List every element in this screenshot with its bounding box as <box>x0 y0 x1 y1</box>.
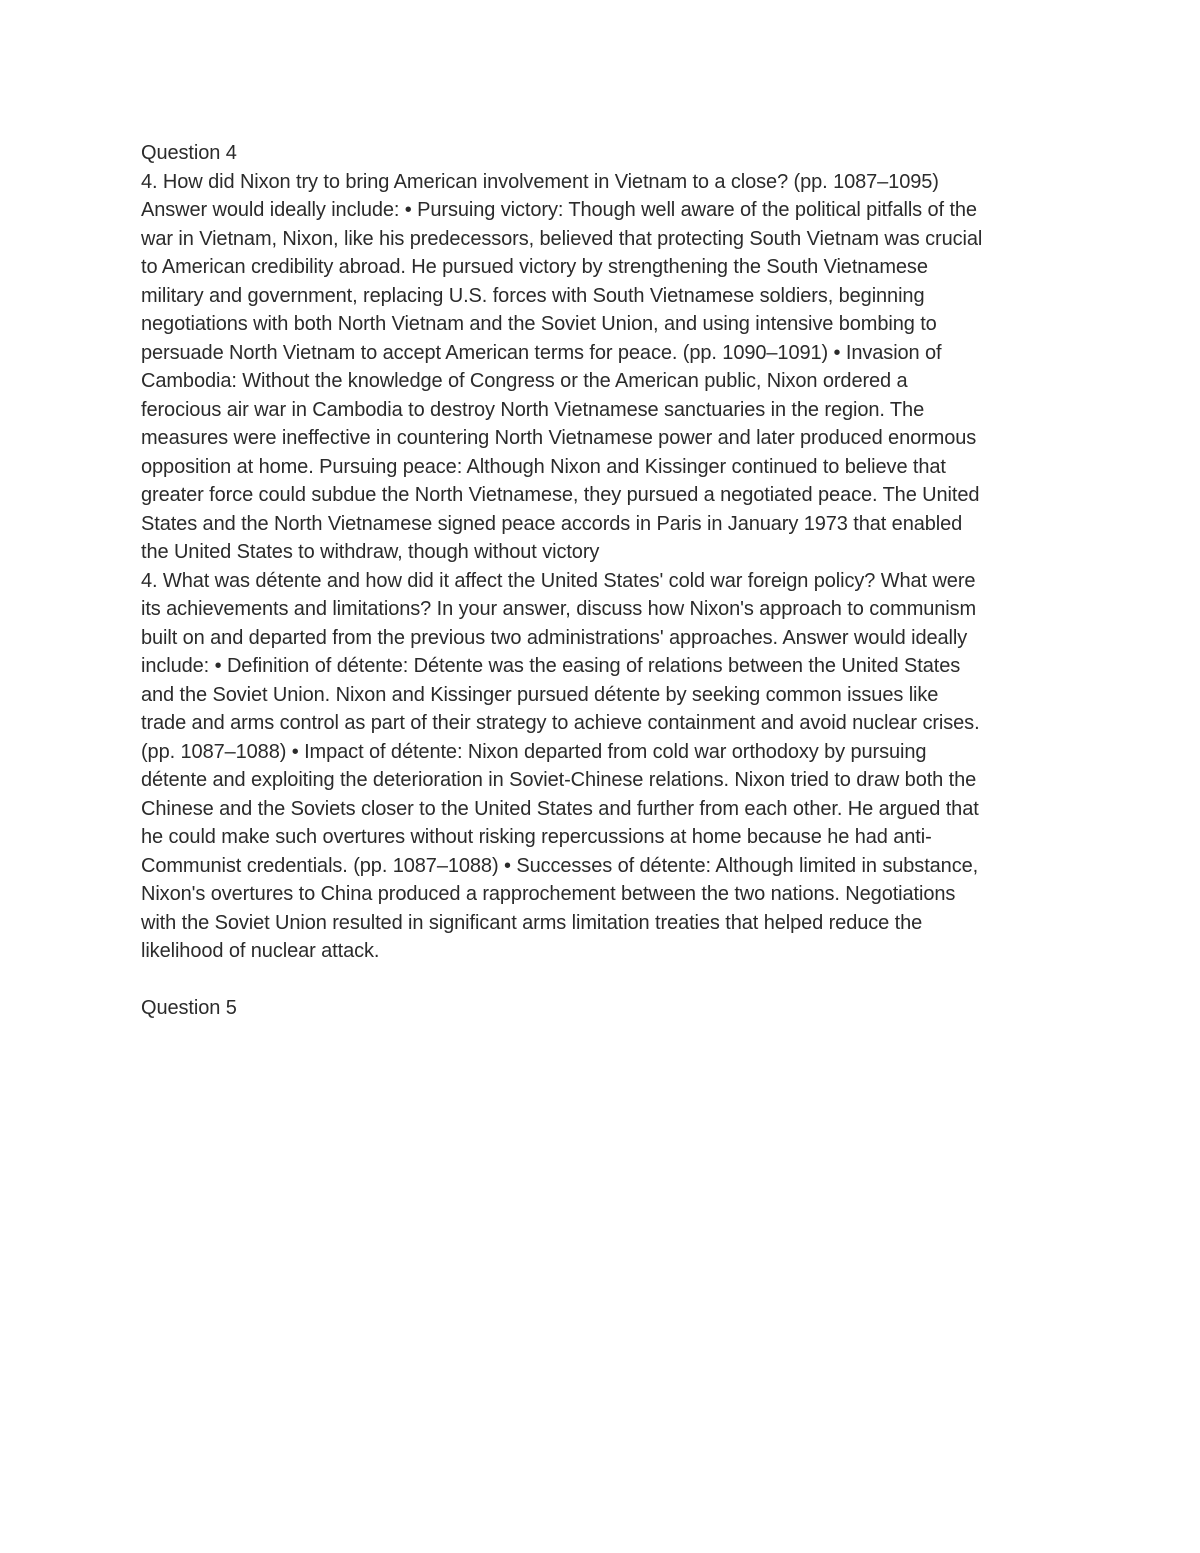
text-line: to American credibility abroad. He pursued victory by strengthening the South Vietnamese <box>141 256 928 278</box>
text-line: Nixon's overtures to China produced a rapprochement between the two nations. Negotiations <box>141 883 956 905</box>
text-line: war in Vietnam, Nixon, like his predecessors, believed that protecting South Vietnam was crucial <box>141 227 983 250</box>
text-line: ferocious air war in Cambodia to destroy North Vietnamese sanctuaries in the region. The <box>141 398 925 421</box>
text-line: include: • Definition of détente: Détente was the easing of relations between the United States <box>141 655 961 677</box>
text-line: military and government, replacing U.S. forces with South Vietnamese soldiers, beginning <box>141 284 925 307</box>
paragraph-spacer <box>141 966 1066 995</box>
text-line: opposition at home. Pursuing peace: Although Nixon and Kissinger continued to believe that <box>141 455 946 478</box>
text-line: its achievements and limitations? In your answer, discuss how Nixon's approach to communism <box>141 598 977 620</box>
text-line: and the Soviet Union. Nixon and Kissinger pursued détente by seeking common issues like <box>141 683 939 706</box>
document-body <box>141 139 1066 1023</box>
text-line: 4. How did Nixon try to bring American involvement in Vietnam to a close? (pp. 1087–1095) <box>141 170 939 193</box>
text-line: the United States to withdraw, though without victory <box>141 541 600 563</box>
question-4-heading: Question 4 <box>141 142 237 164</box>
text-line: (pp. 1087–1088) • Impact of détente: Nixon departed from cold war orthodoxy by pursuing <box>141 740 927 763</box>
text-line: with the Soviet Union resulted in significant arms limitation treaties that helped reduce the <box>141 911 923 934</box>
question-4-answer-detente <box>141 567 1066 966</box>
text-line: 4. What was détente and how did it affect the United States' cold war foreign policy? What were <box>141 569 976 592</box>
question-4-answer-vietnam <box>141 168 1066 567</box>
text-line: Cambodia: Without the knowledge of Congress or the American public, Nixon ordered a <box>141 370 908 392</box>
text-line: greater force could subdue the North Vietnamese, they pursued a negotiated peace. The United <box>141 484 980 506</box>
text-line: détente and exploiting the deterioration in Soviet-Chinese relations. Nixon tried to draw both the <box>141 769 977 791</box>
text-line: built on and departed from the previous two administrations' approaches. Answer would ideally <box>141 626 968 649</box>
text-line: Answer would ideally include: • Pursuing victory: Though well aware of the political pitfalls of the <box>141 199 977 221</box>
question-5-heading: Question 5 <box>141 997 237 1019</box>
text-line: measures were ineffective in countering North Vietnamese power and later produced enormous <box>141 427 977 449</box>
text-line: negotiations with both North Vietnam and the Soviet Union, and using intensive bombing to <box>141 313 937 335</box>
text-line: likelihood of nuclear attack. <box>141 940 380 962</box>
text-line: Communist credentials. (pp. 1087–1088) • Successes of détente: Although limited in substance, <box>141 854 979 877</box>
text-line: he could make such overtures without risking repercussions at home because he had anti- <box>141 826 932 848</box>
text-line: States and the North Vietnamese signed peace accords in Paris in January 1973 that enabled <box>141 512 963 535</box>
text-line: persuade North Vietnam to accept American terms for peace. (pp. 1090–1091) • Invasion of <box>141 341 942 364</box>
text-line: Chinese and the Soviets closer to the United States and further from each other. He argued that <box>141 797 979 820</box>
text-line: trade and arms control as part of their strategy to achieve containment and avoid nuclear crises. <box>141 712 980 734</box>
